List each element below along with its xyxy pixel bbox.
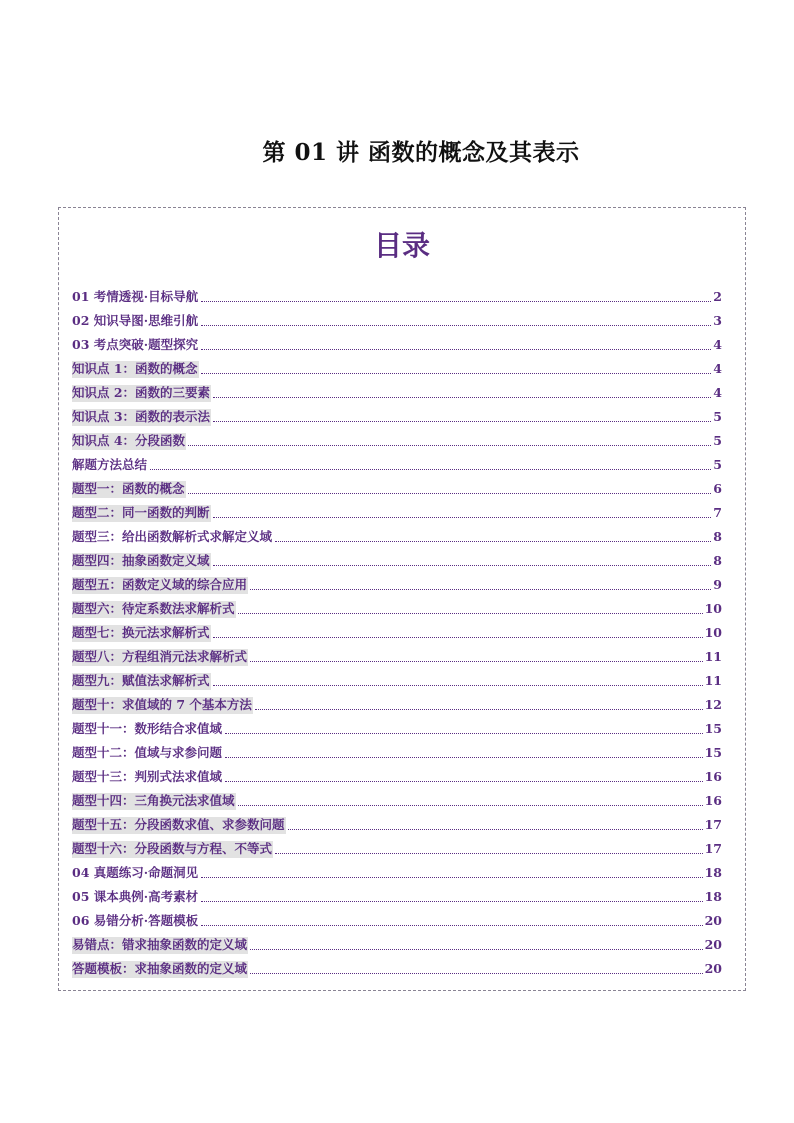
toc-entry[interactable] bbox=[72, 522, 722, 546]
toc-entry[interactable] bbox=[72, 930, 722, 954]
toc-dot-leader bbox=[250, 661, 703, 662]
toc-entry-label[interactable]: 题型十四：三角换元法求值域 bbox=[72, 793, 236, 811]
toc-dot-leader bbox=[201, 301, 711, 302]
toc-dot-leader bbox=[201, 349, 711, 350]
toc-entry-label[interactable]: 06 易错分析·答题模板 bbox=[72, 912, 199, 928]
page-title: 第 01 讲 函数的概念及其表示 bbox=[262, 139, 580, 166]
toc-entry[interactable] bbox=[72, 954, 722, 978]
toc-entry-page-number[interactable]: 20 bbox=[704, 912, 722, 928]
toc-dot-leader bbox=[213, 421, 711, 422]
toc-entry[interactable] bbox=[72, 282, 722, 306]
toc-entry-label[interactable]: 知识点 4：分段函数 bbox=[72, 433, 186, 451]
toc-entry-label[interactable]: 题型十三：判别式法求值域 bbox=[72, 768, 223, 784]
toc-entry[interactable] bbox=[72, 594, 722, 618]
toc-entry[interactable] bbox=[72, 570, 722, 594]
toc-entry[interactable] bbox=[72, 738, 722, 762]
toc-entry[interactable] bbox=[72, 330, 722, 354]
toc-entry-label[interactable]: 题型十六：分段函数与方程、不等式 bbox=[72, 841, 273, 859]
toc-entry[interactable] bbox=[72, 690, 722, 714]
toc-entry[interactable] bbox=[72, 378, 722, 402]
toc-entry-page-number[interactable]: 11 bbox=[704, 648, 722, 664]
toc-dot-leader bbox=[213, 517, 712, 518]
toc-entry-label[interactable]: 题型八：方程组消元法求解析式 bbox=[72, 649, 248, 667]
toc-dot-leader bbox=[225, 733, 703, 734]
toc-entry-page-number[interactable]: 4 bbox=[713, 360, 722, 376]
toc-entry-label[interactable]: 题型十：求值域的 7 个基本方法 bbox=[72, 697, 253, 715]
toc-entry-label[interactable]: 04 真题练习·命题洞见 bbox=[72, 864, 199, 880]
toc-dot-leader bbox=[213, 397, 711, 398]
toc-entry-page-number[interactable]: 18 bbox=[704, 888, 722, 904]
toc-dot-leader bbox=[201, 877, 702, 878]
toc-entry[interactable] bbox=[72, 786, 722, 810]
toc-entry-label[interactable]: 01 考情透视·目标导航 bbox=[72, 288, 199, 304]
toc-entry-page-number[interactable]: 8 bbox=[713, 552, 722, 568]
toc-entry[interactable] bbox=[72, 882, 722, 906]
toc-entry-page-number[interactable]: 18 bbox=[704, 864, 722, 880]
toc-dot-leader bbox=[213, 637, 703, 638]
toc-entry-page-number[interactable]: 17 bbox=[704, 816, 722, 832]
toc-entry-label[interactable]: 05 课本典例·高考素材 bbox=[72, 888, 199, 904]
toc-entry-label[interactable]: 知识点 3：函数的表示法 bbox=[72, 409, 211, 427]
toc-entry-page-number[interactable]: 10 bbox=[704, 600, 722, 616]
toc-entry-label[interactable]: 解题方法总结 bbox=[72, 456, 148, 472]
toc-entry[interactable] bbox=[72, 306, 722, 330]
toc-entry[interactable] bbox=[72, 834, 722, 858]
toc-entry-page-number[interactable]: 20 bbox=[704, 936, 722, 952]
toc-entry[interactable] bbox=[72, 666, 722, 690]
toc-dot-leader bbox=[288, 829, 703, 830]
toc-entry-page-number[interactable]: 4 bbox=[713, 384, 722, 400]
toc-entry-label[interactable]: 知识点 1：函数的概念 bbox=[72, 361, 199, 379]
toc-entry[interactable] bbox=[72, 906, 722, 930]
toc-entry[interactable] bbox=[72, 354, 722, 378]
toc-dot-leader bbox=[225, 757, 703, 758]
toc-entry-page-number[interactable]: 3 bbox=[713, 312, 722, 328]
toc-dot-leader bbox=[213, 685, 703, 686]
toc-entry-label[interactable]: 答题模板：求抽象函数的定义域 bbox=[72, 961, 248, 979]
toc-dot-leader bbox=[275, 541, 711, 542]
toc-entry-page-number[interactable]: 15 bbox=[704, 744, 722, 760]
toc-entry-label[interactable]: 题型十一：数形结合求值域 bbox=[72, 720, 223, 736]
toc-dot-leader bbox=[238, 613, 703, 614]
toc-dot-leader bbox=[201, 325, 711, 326]
toc-entry-page-number[interactable]: 10 bbox=[704, 624, 722, 640]
toc-entry-page-number[interactable]: 11 bbox=[704, 672, 722, 688]
toc-entry-page-number[interactable]: 4 bbox=[713, 336, 722, 352]
toc-entry-page-number[interactable]: 6 bbox=[713, 480, 722, 496]
toc-entry-label[interactable]: 题型七：换元法求解析式 bbox=[72, 625, 211, 643]
toc-dot-leader bbox=[255, 709, 703, 710]
toc-dot-leader bbox=[201, 925, 702, 926]
toc-entry-label[interactable]: 题型四：抽象函数定义域 bbox=[72, 553, 211, 571]
toc-dot-leader bbox=[225, 781, 703, 782]
toc-dot-leader bbox=[238, 805, 703, 806]
toc-entry[interactable] bbox=[72, 762, 722, 786]
toc-dot-leader bbox=[250, 973, 703, 974]
toc-entry[interactable] bbox=[72, 474, 722, 498]
toc-entry[interactable] bbox=[72, 642, 722, 666]
toc-dot-leader bbox=[250, 589, 711, 590]
toc-dot-leader bbox=[250, 949, 703, 950]
toc-entry[interactable] bbox=[72, 858, 722, 882]
toc-entry-page-number[interactable]: 15 bbox=[704, 720, 722, 736]
toc-entry[interactable] bbox=[72, 402, 722, 426]
toc-entry-label[interactable]: 题型三：给出函数解析式求解定义域 bbox=[72, 528, 273, 544]
toc-entry-label[interactable]: 题型五：函数定义域的综合应用 bbox=[72, 577, 248, 595]
toc-entry-page-number[interactable]: 7 bbox=[713, 504, 722, 520]
toc-entry[interactable] bbox=[72, 426, 722, 450]
toc-dot-leader bbox=[201, 373, 712, 374]
toc-entry-page-number[interactable]: 8 bbox=[713, 528, 722, 544]
toc-entry-label[interactable]: 03 考点突破·题型探究 bbox=[72, 336, 199, 352]
toc-entry-page-number[interactable]: 5 bbox=[713, 408, 722, 424]
toc-entry-page-number[interactable]: 5 bbox=[713, 432, 722, 448]
toc-entry[interactable] bbox=[72, 498, 722, 522]
toc-entry-label[interactable]: 02 知识导图·思维引航 bbox=[72, 312, 199, 328]
toc-heading: 目录 bbox=[373, 229, 430, 262]
toc-entry-label[interactable]: 题型一：函数的概念 bbox=[72, 481, 186, 499]
toc-dot-leader bbox=[201, 901, 702, 902]
toc-dot-leader bbox=[213, 565, 712, 566]
toc-entry-page-number[interactable]: 9 bbox=[713, 576, 722, 592]
toc-entry-label[interactable]: 题型二：同一函数的判断 bbox=[72, 505, 211, 523]
table-of-contents bbox=[58, 207, 746, 991]
toc-entry-label[interactable]: 易错点：错求抽象函数的定义域 bbox=[72, 937, 248, 955]
toc-entry[interactable] bbox=[72, 450, 722, 474]
toc-entry[interactable] bbox=[72, 618, 722, 642]
toc-dot-leader bbox=[188, 493, 712, 494]
toc-entry[interactable] bbox=[72, 810, 722, 834]
toc-list bbox=[72, 282, 722, 978]
toc-entry-page-number[interactable]: 20 bbox=[704, 960, 722, 976]
toc-dot-leader bbox=[188, 445, 711, 446]
toc-dot-leader bbox=[150, 469, 711, 470]
toc-entry-label[interactable]: 知识点 2：函数的三要素 bbox=[72, 385, 211, 403]
toc-entry-label[interactable]: 题型九：赋值法求解析式 bbox=[72, 673, 211, 691]
toc-entry-label[interactable]: 题型十二：值域与求参问题 bbox=[72, 744, 223, 760]
toc-entry-page-number[interactable]: 16 bbox=[704, 768, 722, 784]
toc-dot-leader bbox=[275, 853, 703, 854]
toc-entry[interactable] bbox=[72, 546, 722, 570]
toc-entry-page-number[interactable]: 16 bbox=[704, 792, 722, 808]
toc-entry-page-number[interactable]: 17 bbox=[704, 840, 722, 856]
toc-entry[interactable] bbox=[72, 714, 722, 738]
toc-entry-page-number[interactable]: 12 bbox=[704, 696, 722, 712]
toc-entry-page-number[interactable]: 5 bbox=[713, 456, 722, 472]
toc-entry-page-number[interactable]: 2 bbox=[713, 288, 722, 304]
toc-entry-label[interactable]: 题型六：待定系数法求解析式 bbox=[72, 601, 236, 619]
toc-entry-label[interactable]: 题型十五：分段函数求值、求参数问题 bbox=[72, 817, 286, 835]
